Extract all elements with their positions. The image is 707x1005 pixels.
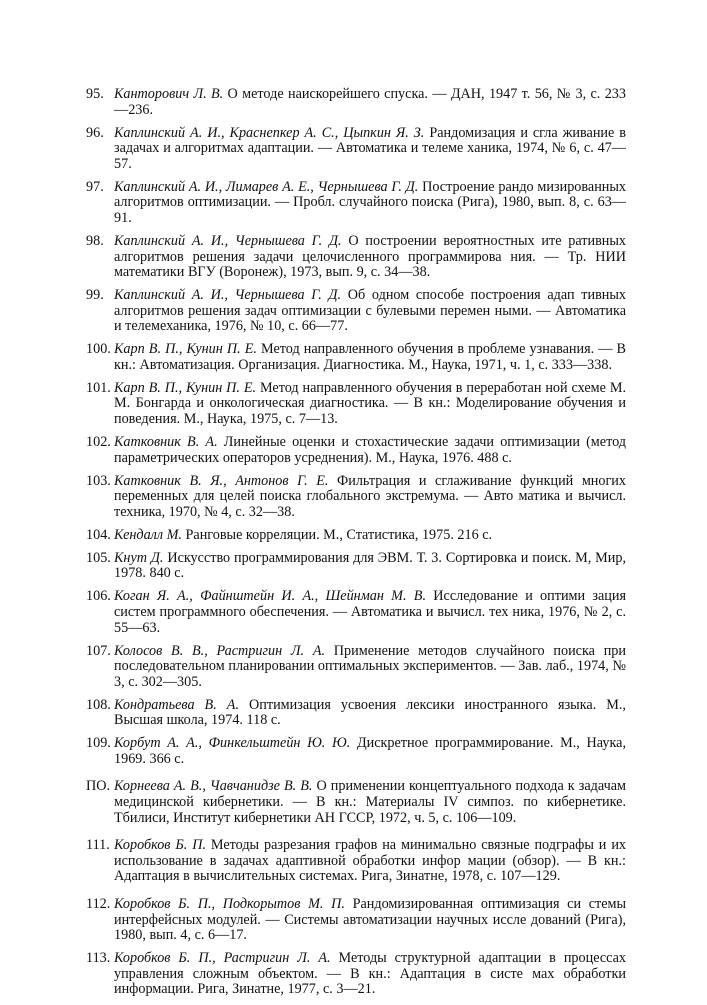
reference-text: Метод направленного обучения в переработан ной схеме М. М. Бонгарда и онкологическая диагностика. — В кн.: Моделирование обучения и поведения. М., Наука, 1975, с. 7—13.	[114, 379, 627, 428]
reference-text: Метод направленного обучения в проблеме узнавания. — В кн.: Автоматизация. Организация. Диагностика. М., Наука, 1971, ч. 1, с. 333—338.	[114, 341, 626, 373]
reference-text: Методы структурной адаптации в процессах управления сложным объектом. — В кн.: Адаптация в систе мах обработки информации. Рига, Зинатне, 1977, с. 3—21.	[114, 950, 626, 998]
reference-item	[86, 589, 626, 636]
reference-item	[86, 288, 626, 335]
reference-authors: Коган Я. А., Файнштейн И. А., Шейнман М. В.	[114, 588, 427, 605]
reference-number: 99.	[86, 287, 104, 304]
reference-authors: Кендалл М.	[114, 526, 182, 543]
reference-authors: Колосов В. В., Растригин Л. А.	[114, 642, 326, 659]
reference-number: 108.	[86, 696, 111, 713]
reference-number: 105.	[86, 549, 111, 566]
reference-text: Методы разрезания графов на минимально связные подграфы и их использование в задачах адаптивной обработки инфор мации (обзор). — В кн.: Адаптация в вычислительных системах. Рига, Зинатне, 1978, с. 107—129.	[114, 837, 627, 885]
reference-item	[86, 736, 626, 767]
reference-text: Об одном способе построения адап тивных алгоритмов решения задач оптимизации с булевыми перемен ными. — Автоматика и телемеханика, 1976, № 10, с. 66—77.	[114, 287, 626, 335]
reference-item	[86, 897, 626, 944]
reference-item	[86, 698, 626, 729]
reference-authors: Каплинский А. И., Краснепкер А. С., Цыпкин Я. З.	[114, 124, 425, 141]
reference-number: ПО.	[86, 778, 111, 795]
reference-item	[86, 551, 626, 582]
reference-authors: Коробков Б. П., Подкорытов М. П.	[114, 896, 345, 912]
reference-item	[86, 951, 626, 998]
reference-number: 100.	[86, 341, 111, 358]
reference-authors: Коробков Б. П.	[114, 837, 206, 854]
reference-number: 111.	[86, 837, 110, 854]
reference-text: Рандомизация и сгла живание в задачах и алгоритмах адаптации. — Автоматика и телеме ханика, 1974, № 6, с. 47—57.	[114, 124, 626, 172]
reference-item	[86, 234, 626, 281]
reference-number: 95.	[86, 86, 104, 102]
reference-item	[86, 474, 626, 521]
reference-text: Применение методов случайного поиска при последовательном планировании оптимальных экспериментов. — Зав. лаб., 1974, № 3, с. 302—305.	[114, 642, 626, 690]
reference-item	[86, 180, 626, 227]
reference-item	[86, 381, 626, 428]
reference-number: 98.	[86, 232, 104, 249]
reference-text: Линейные оценки и стохастические задачи оптимизации (метод параметрических операторов усреднения). М., Наука, 1976. 488 с.	[114, 434, 626, 466]
reference-number: 96.	[86, 124, 104, 141]
reference-text: О методе наискорейшего спуска. — ДАН, 1947 т. 56, № 3, с. 233—236.	[114, 86, 626, 118]
reference-text: Фильтрация и сглаживание функций многих переменных для целей поиска глобального экстремума. — Авто матика и вычисл. техника, 1970, № 4, с. 32—38.	[114, 472, 626, 520]
reference-text: Построение рандо мизированных алгоритмов оптимизации. — Пробл. случайного поиска (Рига), 1980, вып. 8, с. 63—91.	[114, 178, 627, 226]
reference-number: 102.	[86, 434, 111, 451]
reference-number: 104.	[86, 526, 111, 543]
reference-number: 112.	[86, 896, 111, 912]
reference-number: 106.	[86, 588, 111, 605]
reference-number: 103.	[86, 472, 111, 489]
reference-number: 107.	[86, 642, 111, 659]
reference-number: 97.	[86, 178, 104, 195]
reference-number: 113.	[86, 950, 111, 967]
reference-text: Исследование и оптими зация систем программного обеспечения. — Автоматика и вычисл. тех ника, 1976, № 2, с. 55—63.	[114, 588, 626, 636]
reference-item	[86, 87, 626, 118]
reference-authors: Каплинский А. И., Чернышева Г. Д.	[114, 232, 342, 249]
reference-list	[86, 87, 626, 1005]
reference-text: Оптимизация усвоения лексики иностранного языка. М., Высшая школа, 1974. 118 с.	[114, 696, 626, 729]
reference-authors: Каплинский А. И., Чернышева Г. Д.	[114, 287, 342, 304]
reference-authors: Корбут А. А., Финкельштейн Ю. Ю.	[114, 735, 351, 752]
reference-item	[86, 644, 626, 691]
reference-item	[86, 342, 626, 373]
reference-text: Рандомизированная оптимизация си стемы интерфейсных модулей. — Системы автоматизации научных иссле дований (Рига), 1980, вып. 4, с. 6—17.	[114, 896, 627, 944]
reference-authors: Катковник В. Я., Антонов Г. Е.	[114, 472, 329, 489]
reference-item	[86, 838, 626, 885]
reference-authors: Карп В. П., Кунин П. Е.	[114, 379, 257, 396]
reference-authors: Кнут Д.	[114, 549, 164, 566]
reference-authors: Коробков Б. П., Растригин Л. А.	[114, 950, 331, 967]
reference-authors: Катковник В. А.	[114, 434, 218, 451]
reference-item	[86, 126, 626, 173]
reference-text: Дискретное программирование. М., Наука, 1969. 366 с.	[114, 735, 626, 767]
reference-authors: Кондратьева В. А.	[114, 696, 240, 713]
reference-item	[86, 779, 626, 826]
reference-number: 101.	[86, 379, 111, 396]
reference-text: О построении вероятностных ите ративных алгоритмов решения задачи целочисленного программирова ния. — Тр. НИИ математики ВГУ (Воронеж), 1973, вып. 9, с. 34—38.	[114, 232, 627, 281]
reference-authors: Корнеева А. В., Чавчанидзе В. В.	[114, 778, 313, 795]
reference-text: О применении концептуального подхода к задачам медицинской кибернетики. — В кн.: Материалы IV симпоз. по кибернетике. Тбилиси, Институт кибернетики АН ГССР, 1972, ч. 5, с. 106—109.	[114, 778, 626, 826]
reference-authors: Карп В. П., Кунин П. Е.	[114, 341, 257, 358]
reference-text: Ранговые корреляции. М., Статистика, 1975. 216 с.	[181, 526, 493, 543]
reference-item	[86, 528, 626, 544]
reference-text: Искусство программирования для ЭВМ. Т. 3. Сортировка и поиск. М, Мир, 1978. 840 с.	[114, 549, 627, 582]
reference-authors: Канторович Л. В.	[114, 86, 224, 102]
reference-authors: Каплинский А. И., Лимарев А. Е., Чернышева Г. Д.	[114, 178, 419, 195]
reference-item	[86, 435, 626, 466]
reference-number: 109.	[86, 735, 111, 752]
